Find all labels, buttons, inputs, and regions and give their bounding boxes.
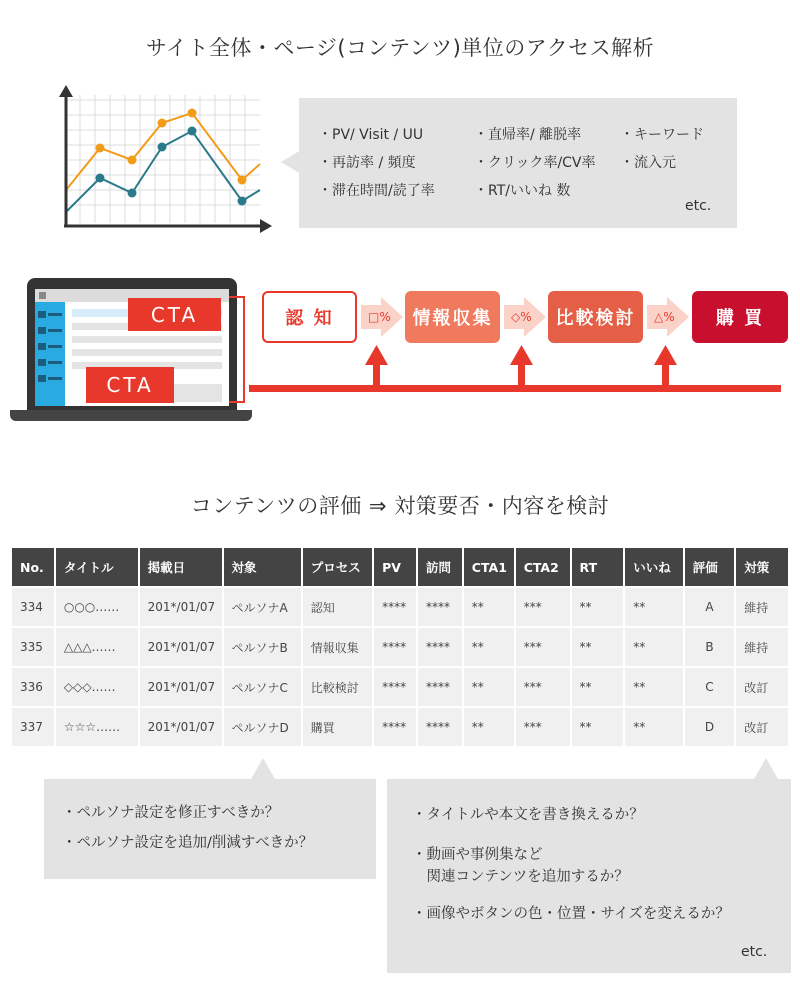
metric-item: ・流入元 xyxy=(620,155,676,171)
question-item: ・動画や事例集など xyxy=(412,847,543,863)
laptop-base xyxy=(10,410,252,421)
cell-likes: ** xyxy=(625,628,683,666)
callout-pointer xyxy=(251,758,275,779)
conversion-rate: □% xyxy=(368,310,391,324)
questions-etc: etc. xyxy=(741,944,768,960)
cell-cta1: ** xyxy=(464,588,514,626)
table-header-row xyxy=(12,548,788,586)
cell-likes: ** xyxy=(625,708,683,746)
cell-process: 認知 xyxy=(303,588,372,626)
cell-visits: **** xyxy=(418,628,462,666)
callout-pointer xyxy=(281,150,301,174)
sidebar-bullet xyxy=(38,343,46,350)
header-rt: RT xyxy=(572,548,624,586)
cell-visits: **** xyxy=(418,588,462,626)
conversion-rate: ◇% xyxy=(511,310,532,324)
metric-item: ・クリック率/CV率 xyxy=(474,155,596,171)
sidebar-line xyxy=(48,361,62,364)
cell-process: 比較検討 xyxy=(303,668,372,706)
conversion-rate: △% xyxy=(654,310,675,324)
cell-likes: ** xyxy=(625,588,683,626)
metric-item: ・キーワード xyxy=(620,127,704,143)
sidebar-line xyxy=(48,345,62,348)
sidebar-line xyxy=(48,329,62,332)
question-item: ・画像やボタンの色・位置・サイズを変えるか？ xyxy=(412,906,730,922)
cell-likes: ** xyxy=(625,668,683,706)
cell-pv: **** xyxy=(374,668,416,706)
cell-cta1: ** xyxy=(464,628,514,666)
header-visits: 訪問 xyxy=(418,548,462,586)
sidebar-line xyxy=(48,377,62,380)
cell-date: 201*/01/07 xyxy=(140,708,222,746)
table-row xyxy=(12,628,788,666)
cell-process: 情報収集 xyxy=(303,628,372,666)
cell-target: ペルソナD xyxy=(224,708,301,746)
cell-target: ペルソナB xyxy=(224,628,301,666)
cell-pv: **** xyxy=(374,588,416,626)
question-item: 関連コンテンツを追加するか？ xyxy=(412,869,629,885)
content-line xyxy=(72,349,222,356)
metric-item: ・PV/ Visit / UU xyxy=(318,127,424,143)
cell-rating: B xyxy=(685,628,735,666)
cell-cta2: *** xyxy=(516,588,570,626)
cell-no: 335 xyxy=(12,628,54,666)
header-title: タイトル xyxy=(56,548,138,586)
cell-no: 337 xyxy=(12,708,54,746)
cell-rating: C xyxy=(685,668,735,706)
cell-rt: ** xyxy=(572,628,624,666)
cell-title: ◇◇◇…… xyxy=(56,668,138,706)
content-evaluation-table xyxy=(10,546,790,748)
sidebar-bullet xyxy=(38,375,46,382)
sidebar-bullet xyxy=(38,327,46,334)
cell-no: 336 xyxy=(12,668,54,706)
sidebar-bullet xyxy=(38,311,46,318)
header-process: プロセス xyxy=(303,548,372,586)
cell-date: 201*/01/07 xyxy=(140,628,222,666)
cell-rating: A xyxy=(685,588,735,626)
cell-action: 改訂 xyxy=(736,668,788,706)
sidebar-bullet xyxy=(38,359,46,366)
metric-item: ・再訪率 / 頻度 xyxy=(318,155,416,171)
header-cta2: CTA2 xyxy=(516,548,570,586)
persona-questions-callout xyxy=(44,779,376,879)
cta-banner-bottom[interactable]: CTA xyxy=(86,367,174,403)
cell-target: ペルソナC xyxy=(224,668,301,706)
section-title-analytics: サイト全体・ページ(コンテンツ)単位のアクセス解析 xyxy=(145,36,655,60)
question-item: ・ペルソナ設定を追加/削減すべきか？ xyxy=(62,835,314,851)
cell-date: 201*/01/07 xyxy=(140,668,222,706)
cell-rt: ** xyxy=(572,668,624,706)
cell-action: 維持 xyxy=(736,588,788,626)
cell-title: ○○○…… xyxy=(56,588,138,626)
cell-rating: D xyxy=(685,708,735,746)
sidebar-line xyxy=(48,313,62,316)
cell-visits: **** xyxy=(418,668,462,706)
header-pv: PV xyxy=(374,548,416,586)
funnel-step-awareness: 認 知 xyxy=(262,291,357,343)
header-action: 対策 xyxy=(736,548,788,586)
funnel-step-comparison: 比較検討 xyxy=(548,291,643,343)
screen-logo xyxy=(39,292,46,299)
metrics-etc: etc. xyxy=(685,198,712,214)
table-row xyxy=(12,708,788,746)
header-target: 対象 xyxy=(224,548,301,586)
question-item: ・ペルソナ設定を修正すべきか？ xyxy=(62,805,280,821)
header-rating: 評価 xyxy=(685,548,735,586)
cell-process: 購買 xyxy=(303,708,372,746)
question-item: ・タイトルや本文を書き換えるか？ xyxy=(412,807,644,823)
cell-visits: **** xyxy=(418,708,462,746)
funnel-step-info-gathering: 情報収集 xyxy=(405,291,500,343)
cell-date: 201*/01/07 xyxy=(140,588,222,626)
header-no: No. xyxy=(12,548,54,586)
cell-action: 改訂 xyxy=(736,708,788,746)
cell-rt: ** xyxy=(572,588,624,626)
header-cta1: CTA1 xyxy=(464,548,514,586)
cell-target: ペルソナA xyxy=(224,588,301,626)
content-line xyxy=(72,336,222,343)
metric-item: ・滞在時間/読了率 xyxy=(318,183,435,199)
funnel-step-purchase: 購 買 xyxy=(692,291,788,343)
metric-item: ・RT/いいね 数 xyxy=(474,183,571,199)
header-date: 掲載日 xyxy=(140,548,222,586)
cell-cta2: *** xyxy=(516,668,570,706)
section-title-evaluation: コンテンツの評価 ⇒ 対策要否・内容を検討 xyxy=(190,494,610,518)
header-likes: いいね xyxy=(625,548,683,586)
cell-cta1: ** xyxy=(464,708,514,746)
cell-title: ☆☆☆…… xyxy=(56,708,138,746)
metric-item: ・直帰率/ 離脱率 xyxy=(474,127,582,143)
cell-action: 維持 xyxy=(736,628,788,666)
teal-series-points xyxy=(96,127,247,206)
cta-banner-top[interactable]: CTA xyxy=(128,298,221,331)
table-row xyxy=(12,588,788,626)
cell-cta2: *** xyxy=(516,628,570,666)
content-block xyxy=(170,384,222,402)
cell-title: △△△…… xyxy=(56,628,138,666)
callout-pointer xyxy=(754,758,778,779)
cell-pv: **** xyxy=(374,628,416,666)
cell-no: 334 xyxy=(12,588,54,626)
table-row xyxy=(12,668,788,706)
cell-cta1: ** xyxy=(464,668,514,706)
analytics-line-chart xyxy=(50,85,275,235)
cell-cta2: *** xyxy=(516,708,570,746)
cell-rt: ** xyxy=(572,708,624,746)
cell-pv: **** xyxy=(374,708,416,746)
